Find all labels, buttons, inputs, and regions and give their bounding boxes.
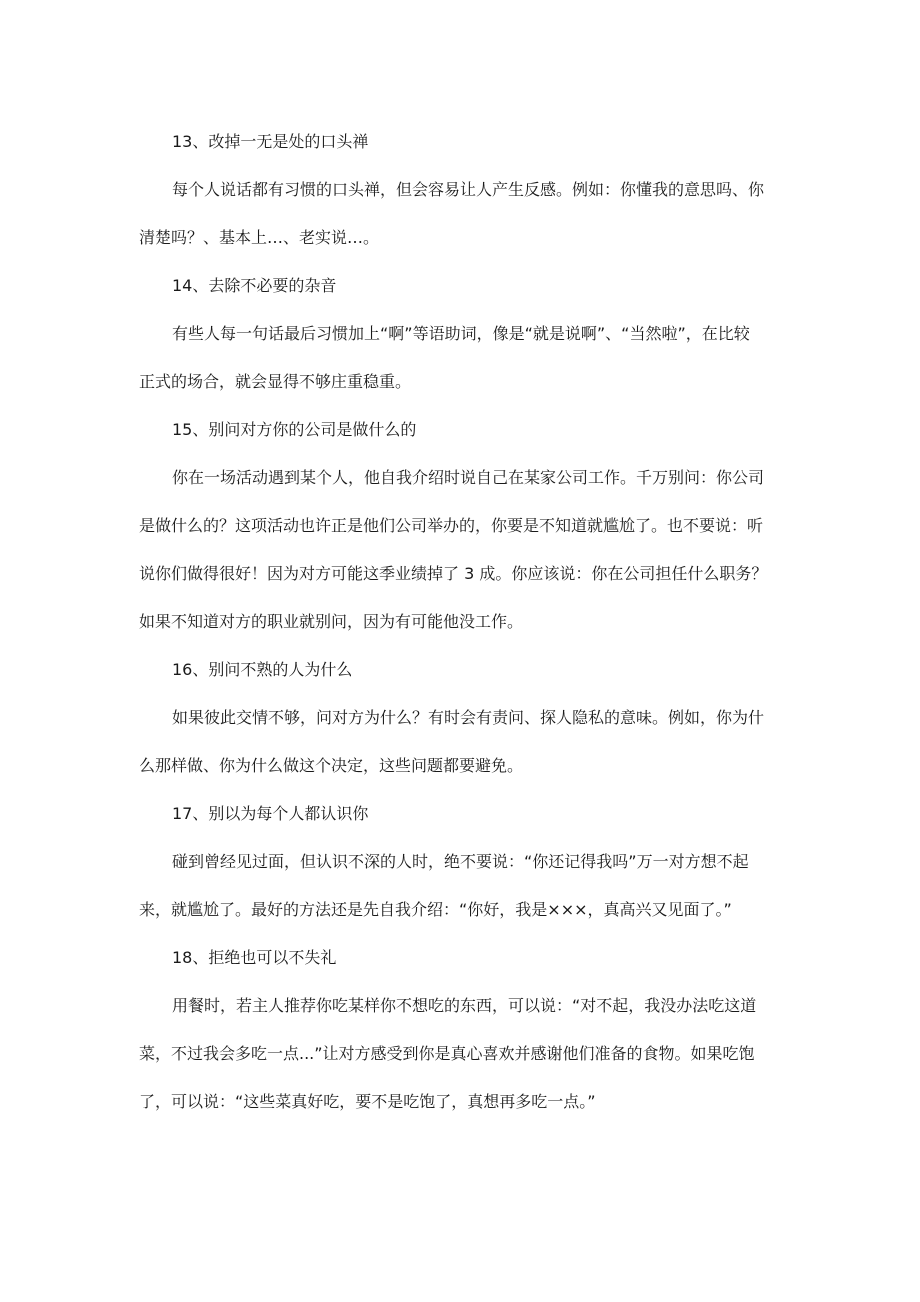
section-heading: 18、拒绝也可以不失礼 [172,948,337,967]
paragraph-line: 了，可以说：“这些菜真好吃，要不是吃饱了，真想再多吃一点。” [139,1092,596,1111]
paragraph-line: 用餐时，若主人推荐你吃某样你不想吃的东西，可以说：“对不起，我没办法吃这道 [172,996,757,1015]
paragraph-line: 如果彼此交情不够，问对方为什么？有时会有责问、探人隐私的意味。例如，你为什 [172,708,765,727]
section-heading: 14、去除不必要的杂音 [172,276,337,295]
paragraph-line: 来，就尴尬了。最好的方法还是先自我介绍：“你好，我是×××，真高兴又见面了。” [139,900,732,919]
paragraph-line: 么那样做、你为什么做这个决定，这些问题都要避免。 [139,756,524,775]
paragraph-line: 有些人每一句话最后习惯加上“啊”等语助词，像是“就是说啊”、“当然啦”，在比较 [172,324,750,343]
paragraph-line: 菜，不过我会多吃一点...”让对方感受到你是真心喜欢并感谢他们准备的食物。如果吃饱 [139,1044,755,1063]
paragraph-line: 如果不知道对方的职业就别问，因为有可能他没工作。 [139,612,524,631]
section-heading: 17、别以为每个人都认识你 [172,804,369,823]
paragraph-line: 正式的场合，就会显得不够庄重稳重。 [139,372,412,391]
section-heading: 16、别问不熟的人为什么 [172,660,353,679]
paragraph-line: 是做什么的？这项活动也许正是他们公司举办的，你要是不知道就尴尬了。也不要说：听 [139,516,764,535]
paragraph-line: 碰到曾经见过面，但认识不深的人时，绝不要说：“你还记得我吗”万一对方想不起 [172,852,749,871]
paragraph-line: 说你们做得很好！因为对方可能这季业绩掉了 3 成。你应该说：你在公司担任什么职务？ [139,564,768,583]
document-body [139,118,784,1126]
section-heading: 15、别问对方你的公司是做什么的 [172,420,417,439]
section-heading: 13、改掉一无是处的口头禅 [172,132,369,151]
paragraph-line: 你在一场活动遇到某个人，他自我介绍时说自己在某家公司工作。千万别问：你公司 [172,468,765,487]
paragraph-line: 清楚吗？、基本上…、老实说…。 [139,228,380,247]
paragraph-line: 每个人说话都有习惯的口头禅，但会容易让人产生反感。例如：你懂我的意思吗、你 [172,180,765,199]
